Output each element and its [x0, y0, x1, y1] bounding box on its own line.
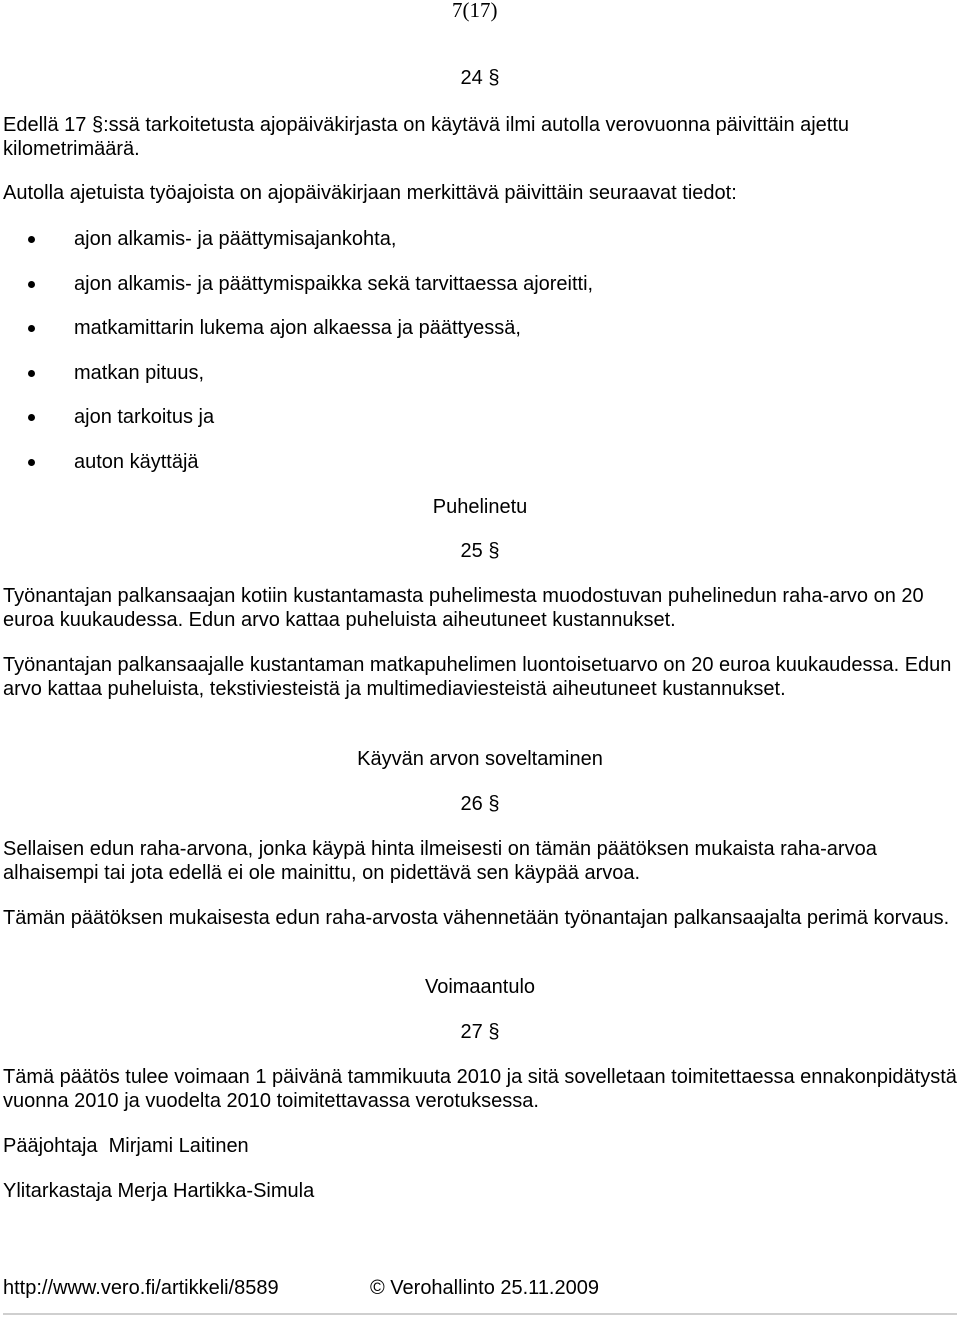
- paragraph-27-1: Tämä päätös tulee voimaan 1 päivänä tammikuuta 2010 ja sitä sovelletaan toimitettaessa ennakonpidätystä vuonna 2010 ja vuodelta 2010 toimitettavassa verotuksessa.: [3, 1066, 957, 1112]
- paragraph-24-2: Autolla ajetuista työajoista on ajopäiväkirjaan merkittävä päivittäin seuraavat tiedot:: [3, 182, 737, 204]
- paragraph-26-2: Tämän päätöksen mukaisesta edun raha-arvosta vähennetään työnantajan palkansaajalta perimä korvaus.: [3, 907, 950, 929]
- signature-senior-inspector: Ylitarkastaja Merja Hartikka-Simula: [3, 1180, 315, 1202]
- page-number: 7(17): [452, 0, 498, 22]
- bullet-icon: [28, 325, 35, 332]
- bullet-icon: [28, 370, 35, 377]
- section-25-heading: 25 §: [460, 540, 500, 562]
- heading-puhelinetu: Puhelinetu: [432, 496, 528, 518]
- paragraph-25-2: Työnantajan palkansaajalle kustantaman matkapuhelimen luontoisetuarvo on 20 euroa kuukaudessa. Edun arvo kattaa puheluista, tekstiviesteistä ja multimediaviesteistä aiheutuneet kustannukset.: [3, 654, 952, 700]
- heading-kayvan-arvon-soveltaminen: Käyvän arvon soveltaminen: [357, 748, 603, 770]
- section-26-heading: 26 §: [460, 793, 500, 815]
- paragraph-25-1: Työnantajan palkansaajan kotiin kustantamasta puhelimesta muodostuvan puhelinedun raha-arvo on 20 euroa kuukaudessa. Edun arvo kattaa puheluista aiheutuneet kustannukset.: [3, 585, 924, 631]
- bullet-icon: [28, 414, 35, 421]
- bullet-icon: [28, 281, 35, 288]
- paragraph-24-1: Edellä 17 §:ssä tarkoitetusta ajopäiväkirjasta on käytävä ilmi autolla verovuonna päivittäin ajettu kilometrimäärä.: [3, 114, 850, 160]
- list-item-text: ajon alkamis- ja päättymisajankohta,: [74, 228, 397, 250]
- section-27-heading: 27 §: [460, 1021, 500, 1043]
- heading-voimaantulo: Voimaantulo: [424, 976, 536, 998]
- footer-divider: [3, 1313, 957, 1315]
- list-item-text: ajon tarkoitus ja: [74, 406, 215, 428]
- bullet-icon: [28, 236, 35, 243]
- list-item-text: auton käyttäjä: [74, 451, 199, 473]
- list-item-text: matkamittarin lukema ajon alkaessa ja päättyessä,: [74, 317, 521, 339]
- footer-copyright: © Verohallinto 25.11.2009: [370, 1277, 599, 1299]
- list-item-text: matkan pituus,: [74, 362, 205, 384]
- bullet-icon: [28, 459, 35, 466]
- list-item-text: ajon alkamis- ja päättymispaikka sekä tarvittaessa ajoreitti,: [74, 273, 594, 295]
- paragraph-26-1: Sellaisen edun raha-arvona, jonka käypä hinta ilmeisesti on tämän päätöksen mukaista raha-arvoa alhaisempi tai jota edellä ei ole mainittu, on pidettävä sen käypää arvoa.: [3, 838, 877, 884]
- signature-director-general: Pääjohtaja Mirjami Laitinen: [3, 1135, 249, 1157]
- section-24-heading: 24 §: [460, 67, 500, 89]
- footer-url-link[interactable]: http://www.vero.fi/artikkeli/8589: [3, 1277, 279, 1299]
